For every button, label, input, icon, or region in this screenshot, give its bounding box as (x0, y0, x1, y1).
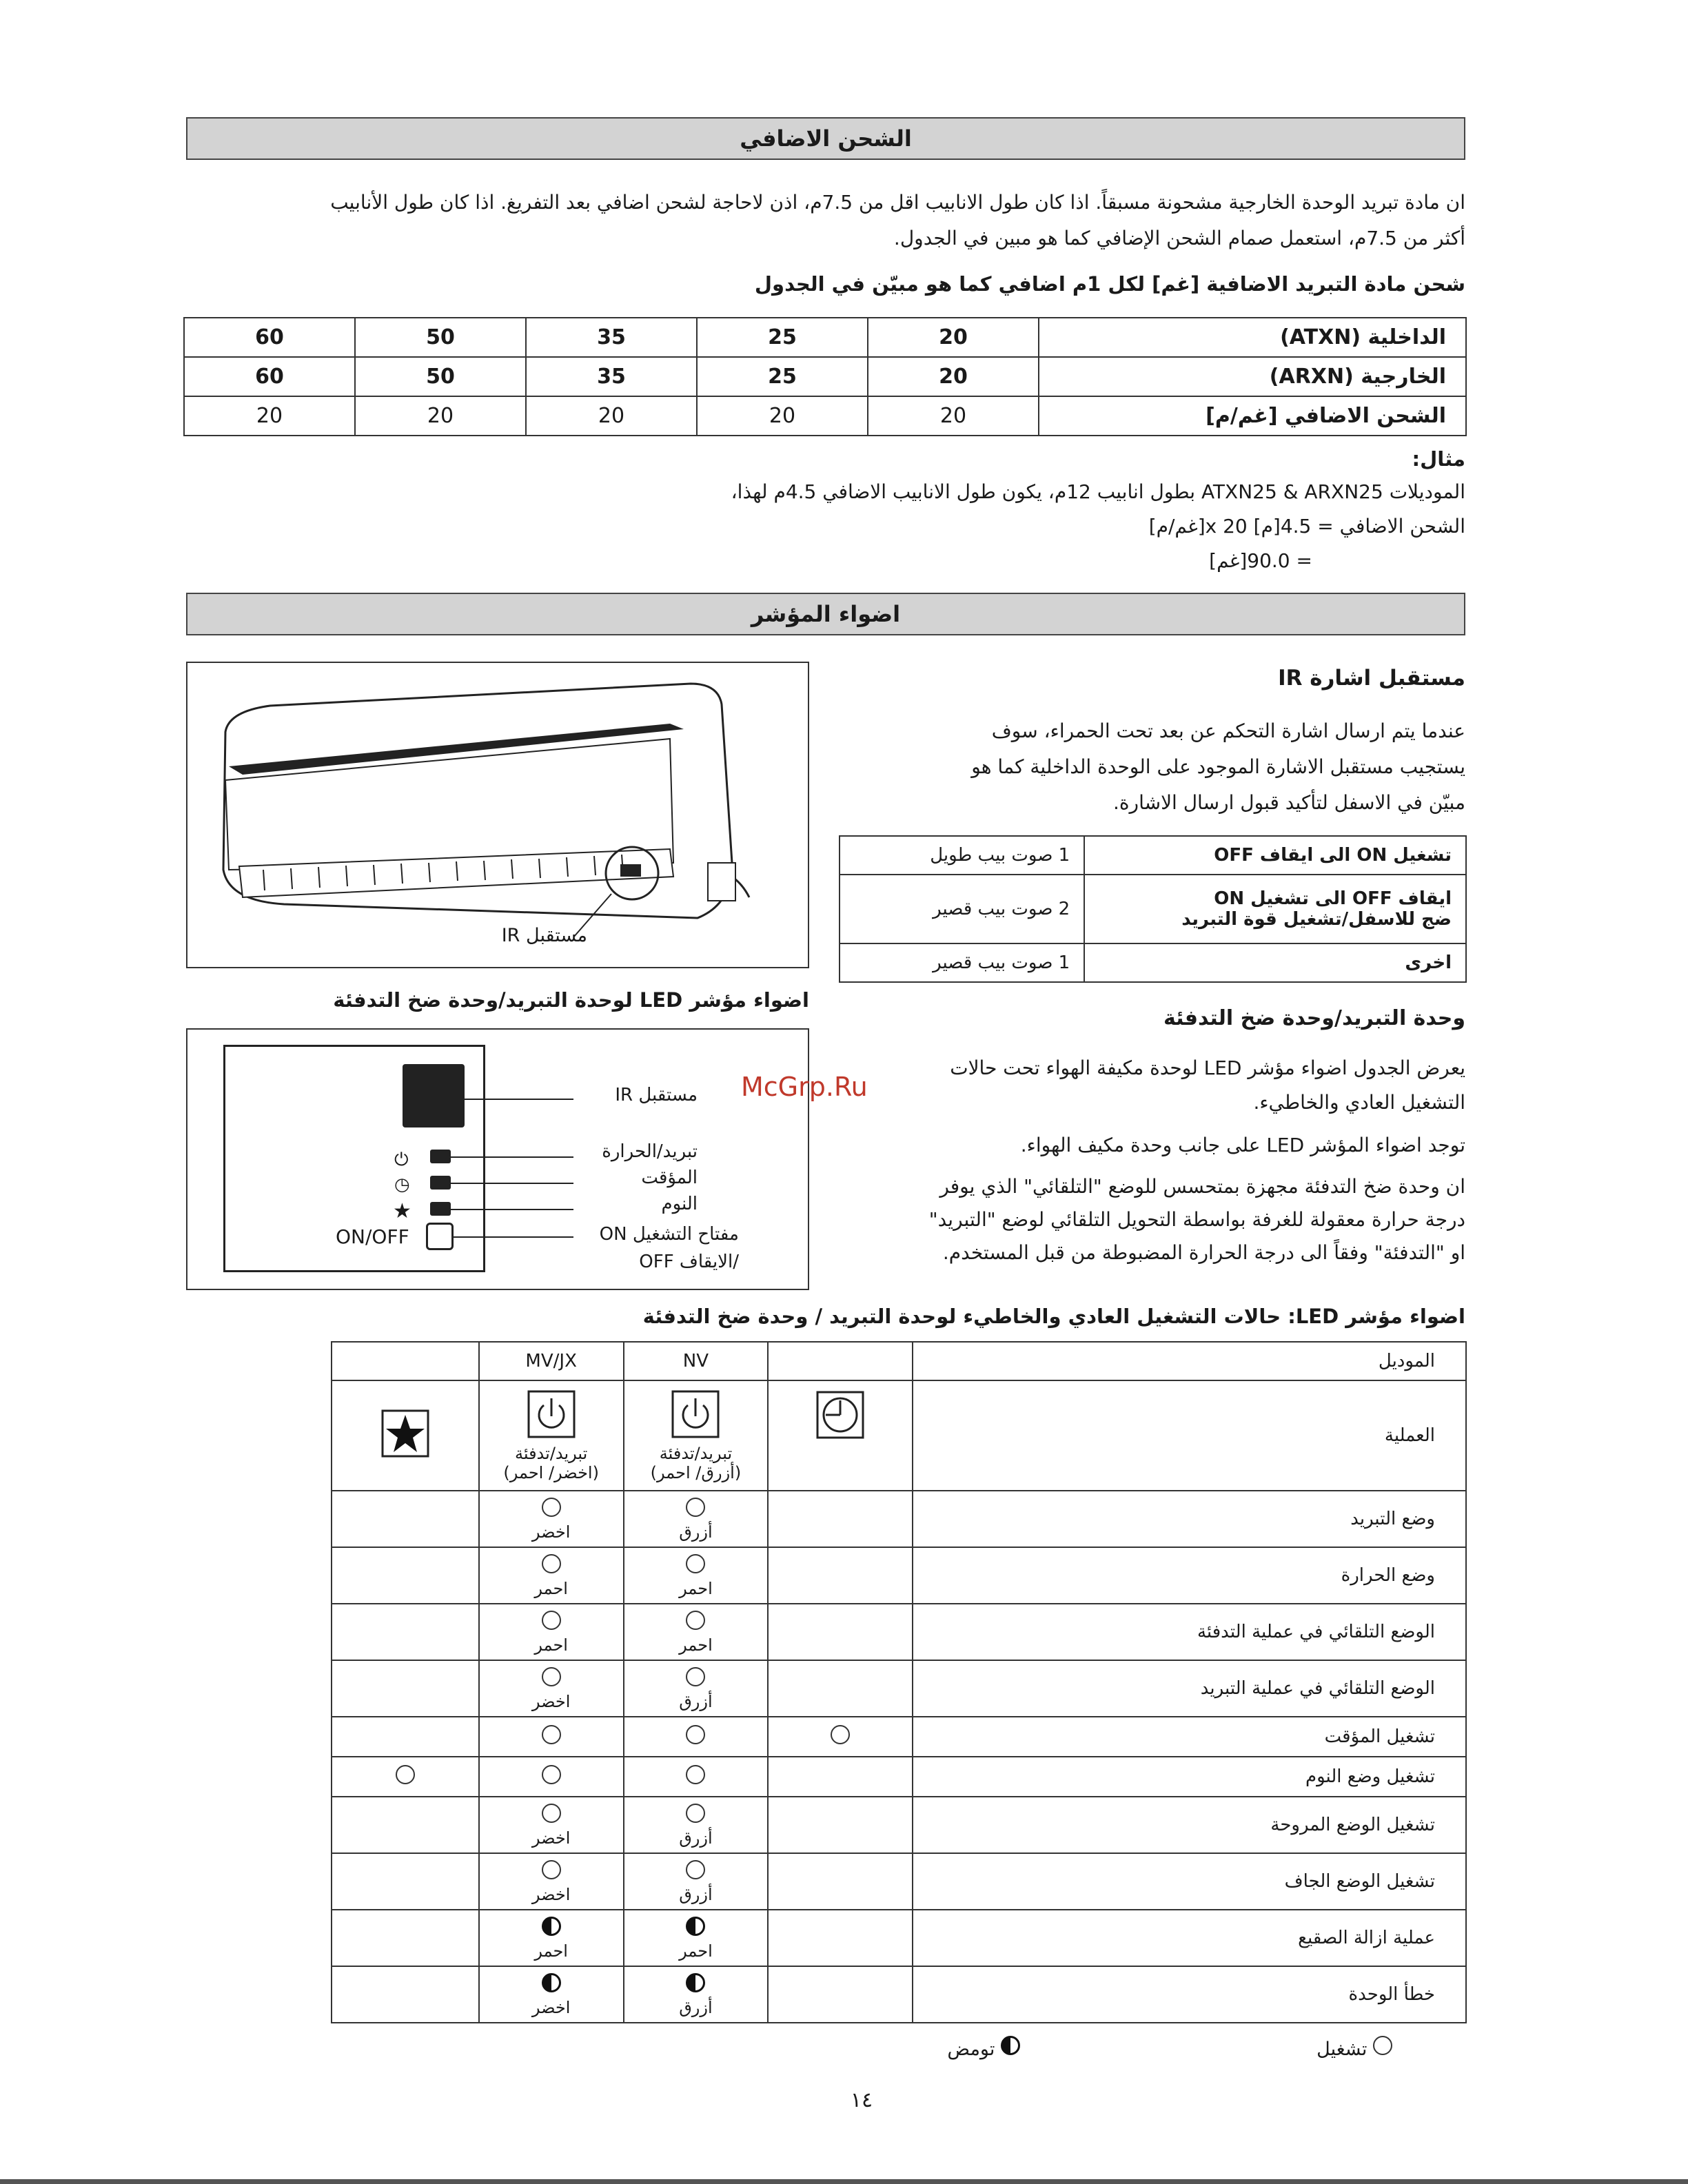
indicator-color-label: اخضر (531, 1997, 571, 2017)
indicator-color-label: احمر (534, 1635, 568, 1655)
led-panel-caption: اضواء مؤشر LED لوحدة التبريد/وحدة ضخ التدفئة (333, 988, 809, 1012)
empty-cell (768, 1757, 913, 1797)
charge-cell: 60 (184, 357, 355, 396)
charge-cell: 50 (355, 318, 526, 357)
example-line-1: الموديلات ATXN25 & ARXN25 بطول انابيب 12م، يكون طول الانابيب الاضافي 4.5م لهذا، (731, 480, 1465, 503)
on-indicator-icon (686, 1804, 705, 1823)
led-operation-label: الوضع التلقائي في عملية التدفئة (913, 1604, 1466, 1660)
on-indicator-icon (686, 1611, 705, 1630)
indicator-cell (479, 1910, 624, 1966)
beep-action-cell (1084, 875, 1466, 943)
beep-cell: 2 صوت بيب قصير (840, 875, 1084, 943)
indicator-lights-title: اضواء المؤشر (186, 593, 1465, 635)
on-indicator-icon (686, 1765, 705, 1784)
empty-cell (768, 1547, 913, 1604)
star-icon: ★ (393, 1199, 411, 1223)
heat-pump-line-4: ان وحدة ضخ التدفئة مجهزة بمتحسس للوضع "التلقائي" الذي يوفر (939, 1175, 1465, 1198)
indoor-unit-illustration (186, 662, 809, 968)
charge-cell: 35 (526, 318, 697, 357)
ir-line-2: يستجيب مستقبل الاشارة الموجود على الوحدة الداخلية كما هو (971, 755, 1465, 778)
empty-cell (332, 1660, 479, 1717)
on-indicator-icon (542, 1725, 561, 1744)
legend-blink-label: تومض (947, 2039, 995, 2060)
led-panel-illustration (186, 1028, 809, 1290)
empty-cell (768, 1910, 913, 1966)
mvjx-header-cell (479, 1380, 624, 1491)
heat-pump-line-5: درجة حرارة معقولة للغرفة بواسطة التحويل التلقائي لوضع "التبريد" (928, 1208, 1465, 1231)
beep-action: ايقاف OFF الى تشغيل ON (1214, 888, 1452, 909)
on-indicator-icon (396, 1765, 415, 1784)
legend-blink (827, 2036, 1020, 2060)
led-operation-label: تشغيل الوضع المروحة (913, 1797, 1466, 1853)
nv-caption-1: تبريد/تدفئة (659, 1443, 733, 1463)
on-indicator-icon (542, 1667, 561, 1686)
indicator-cell (768, 1717, 913, 1757)
beep-action: تشغيل ON الى ايقاف OFF (1214, 845, 1452, 866)
blink-indicator-icon (686, 1917, 705, 1936)
indicator-cell (479, 1717, 624, 1757)
mvjx-caption-1: تبريد/تدفئة (514, 1443, 588, 1463)
led-operation-label: الوضع التلقائي في عملية التبريد (913, 1660, 1466, 1717)
indicator-cell (332, 1757, 479, 1797)
empty-cell (768, 1660, 913, 1717)
empty-cell (332, 1797, 479, 1853)
led-operation-label: تشغيل الوضع الجاف (913, 1853, 1466, 1910)
on-indicator-icon (542, 1611, 561, 1630)
empty-cell (768, 1853, 913, 1910)
onoff-text: ON/OFF (336, 1225, 409, 1248)
on-indicator-icon (542, 1765, 561, 1784)
cool-heat-label: تبريد/الحرارة (602, 1141, 698, 1162)
indicator-cell (624, 1491, 769, 1547)
star-header-cell (332, 1380, 479, 1491)
led-ir-label: مستقبل IR (615, 1085, 698, 1105)
header-star-empty (332, 1342, 479, 1380)
intro-line-2: أكثر من 7.5م، استعمل صمام الشحن الإضافي كما هو مبين في الجدول. (893, 227, 1465, 249)
indicator-cell (624, 1966, 769, 2023)
empty-cell (768, 1604, 913, 1660)
beep-action-cell (1084, 943, 1466, 982)
indicator-cell (624, 1910, 769, 1966)
beep-action: اخرى (1405, 952, 1452, 973)
on-indicator-icon (686, 1498, 705, 1517)
on-indicator-icon (686, 1725, 705, 1744)
indicator-color-label: أزرق (679, 1828, 713, 1848)
empty-cell (332, 1966, 479, 2023)
empty-cell (332, 1547, 479, 1604)
charge-row-label: الداخلية (ATXN) (1039, 318, 1466, 357)
blink-indicator-icon (542, 1917, 561, 1936)
indicator-cell (624, 1604, 769, 1660)
empty-cell (768, 1491, 913, 1547)
nv-header-cell (624, 1380, 769, 1491)
header-model: الموديل (913, 1342, 1466, 1380)
indicator-cell (479, 1966, 624, 2023)
timer-box-icon (816, 1391, 864, 1439)
indicator-cell (479, 1491, 624, 1547)
charge-cell: 20 (868, 318, 1039, 357)
indicator-cell (479, 1604, 624, 1660)
on-indicator-icon (831, 1725, 850, 1744)
timer-header-cell (768, 1380, 913, 1491)
led-row (332, 1660, 1466, 1717)
power-icon: ⏻ (394, 1150, 409, 1170)
beep-cell: 1 صوت بيب قصير (840, 943, 1084, 982)
charge-cell: 20 (868, 396, 1039, 436)
additional-charge-title: الشحن الاضافي (186, 117, 1465, 160)
beep-row (840, 875, 1466, 943)
indicator-color-label: احمر (679, 1578, 713, 1598)
heat-pump-line-2: التشغيل العادي والخاطيء. (1253, 1091, 1465, 1114)
charge-row (184, 357, 1466, 396)
led-operation-label: وضع الحرارة (913, 1547, 1466, 1604)
charge-cell: 20 (184, 396, 355, 436)
on-indicator-icon (542, 1498, 561, 1517)
empty-cell (332, 1491, 479, 1547)
indicator-color-label: اخضر (531, 1884, 571, 1904)
header-operation: العملية (913, 1380, 1466, 1491)
led-operation-label: عملية ازالة الصقيع (913, 1910, 1466, 1966)
bottom-edge (0, 2179, 1688, 2184)
indicator-cell (479, 1853, 624, 1910)
on-indicator-icon (542, 1554, 561, 1573)
led-table-caption: اضواء مؤشر LED: حالات التشغيل العادي والخاطيء لوحدة التبريد / وحدة ضخ التدفئة (642, 1305, 1465, 1328)
charge-cell: 20 (868, 357, 1039, 396)
indicator-color-label: اخضر (531, 1691, 571, 1711)
heat-pump-title: وحدة التبريد/وحدة ضخ التدفئة (1163, 1006, 1465, 1030)
ir-receiver-title: مستقبل اشارة IR (1278, 666, 1465, 691)
charge-cell: 60 (184, 318, 355, 357)
heat-pump-line-1: يعرض الجدول اضواء مؤشر LED لوحدة مكيفة الهواء تحت حالات (950, 1057, 1465, 1079)
example-line-2: الشحن الاضافي = 4.5[م] x 20[غم/م] (1148, 515, 1465, 538)
star-box-icon (381, 1409, 429, 1458)
charge-row (184, 396, 1466, 436)
ir-window (403, 1064, 465, 1127)
ir-line-1: عندما يتم ارسال اشارة التحكم عن بعد تحت الحمراء، سوف (991, 720, 1465, 742)
led-row (332, 1910, 1466, 1966)
charge-table (183, 317, 1467, 436)
blink-indicator-icon (686, 1973, 705, 1992)
led-operation-label: خطأ الوحدة (913, 1966, 1466, 2023)
charge-row-label: الخارجية (ARXN) (1039, 357, 1466, 396)
beep-action-cell (1084, 836, 1466, 875)
mvjx-power-icon (527, 1390, 576, 1438)
on-indicator-icon (686, 1667, 705, 1686)
indicator-cell (624, 1717, 769, 1757)
timer-label: المؤقت (641, 1167, 698, 1188)
legend-blink-icon (1001, 2036, 1020, 2055)
indicator-color-label: احمر (679, 1941, 713, 1961)
indicator-cell (624, 1797, 769, 1853)
switch-label-2: /الايقاف OFF (639, 1252, 739, 1272)
indicator-cell (624, 1660, 769, 1717)
cool-heat-led (430, 1150, 451, 1163)
led-row (332, 1966, 1466, 2023)
indicator-color-label: أزرق (679, 1522, 713, 1542)
beep-row (840, 943, 1466, 982)
empty-cell (332, 1853, 479, 1910)
header-nv: NV (624, 1342, 769, 1380)
charge-cell: 20 (355, 396, 526, 436)
led-operation-label: تشغيل وضع النوم (913, 1757, 1466, 1797)
indicator-color-label: أزرق (679, 1997, 713, 2017)
nv-power-icon (671, 1390, 720, 1438)
beep-cell: 1 صوت بيب طويل (840, 836, 1084, 875)
indicator-color-label: أزرق (679, 1691, 713, 1711)
heat-pump-line-6: او "التدفئة" وفقاً الى درجة الحرارة المضبوطة من قبل المستخدم. (942, 1241, 1465, 1264)
empty-cell (768, 1966, 913, 2023)
empty-cell (332, 1717, 479, 1757)
beep-row (840, 836, 1466, 875)
sleep-label: النوم (661, 1194, 698, 1214)
charge-cell: 20 (697, 396, 868, 436)
led-row (332, 1547, 1466, 1604)
empty-cell (768, 1797, 913, 1853)
indicator-color-label: اخضر (531, 1828, 571, 1848)
blink-indicator-icon (542, 1973, 561, 1992)
on-indicator-icon (686, 1860, 705, 1879)
indoor-unit-drawing (187, 663, 808, 967)
timer-icon: ◷ (394, 1174, 410, 1195)
led-status-table (331, 1341, 1467, 2023)
switch-label: مفتاح التشغيل ON (599, 1224, 739, 1245)
indicator-cell (479, 1757, 624, 1797)
led-row (332, 1604, 1466, 1660)
on-indicator-icon (542, 1860, 561, 1879)
led-row (332, 1797, 1466, 1853)
led-row (332, 1717, 1466, 1757)
indicator-cell (624, 1547, 769, 1604)
example-line-3: = 90.0[غم] (1209, 549, 1312, 572)
nv-caption-2: (أزرق/ احمر) (650, 1462, 742, 1482)
header-timer-empty (768, 1342, 913, 1380)
empty-cell (332, 1604, 479, 1660)
charge-cell: 35 (526, 357, 697, 396)
charge-table-caption: شحن مادة التبريد الاضافية [غم] لكل 1م اضافي كما هو مبيّن في الجدول (754, 272, 1465, 296)
charge-cell: 20 (526, 396, 697, 436)
led-row (332, 1491, 1466, 1547)
legend-on (1172, 2036, 1392, 2060)
heat-pump-line-3: توجد اضواء المؤشر LED على جانب وحدة مكيف الهواء. (1020, 1134, 1465, 1156)
ir-line-3: مبيّن في الاسفل لتأكيد قبول ارسال الاشارة. (1112, 791, 1465, 814)
led-operation-label: تشغيل المؤقت (913, 1717, 1466, 1757)
beep-table (839, 835, 1467, 983)
led-row (332, 1853, 1466, 1910)
on-indicator-icon (542, 1804, 561, 1823)
beep-action-2: ضج للاسفل/تشغيل قوة التبريد (1181, 909, 1452, 930)
led-row (332, 1757, 1466, 1797)
charge-cell: 25 (697, 318, 868, 357)
indicator-cell (479, 1660, 624, 1717)
timer-led (430, 1176, 451, 1190)
charge-cell: 25 (697, 357, 868, 396)
indicator-color-label: احمر (534, 1578, 568, 1598)
legend-on-icon (1373, 2036, 1392, 2055)
indicator-cell (479, 1797, 624, 1853)
header-mvjx: MV/JX (479, 1342, 624, 1380)
intro-line-1: ان مادة تبريد الوحدة الخارجية مشحونة مسبقاً. اذا كان طول الانابيب اقل من 7.5م، اذن لاحاجة لشحن اضافي بعد التفريغ. اذا كان طول الأنابيب (330, 191, 1465, 214)
onoff-button (426, 1223, 454, 1250)
page-number: ١٤ (850, 2088, 873, 2112)
charge-cell: 50 (355, 357, 526, 396)
mvjx-caption-2: (اخضر/ احمر) (503, 1462, 599, 1482)
empty-cell (332, 1910, 479, 1966)
charge-row (184, 318, 1466, 357)
indicator-color-label: احمر (534, 1941, 568, 1961)
ir-receiver-image-label: مستقبل IR (501, 925, 587, 946)
sleep-led (430, 1202, 451, 1216)
on-indicator-icon (686, 1554, 705, 1573)
indicator-color-label: أزرق (679, 1884, 713, 1904)
indicator-color-label: اخضر (531, 1522, 571, 1542)
indicator-cell (479, 1547, 624, 1604)
legend-on-label: تشغيل (1316, 2039, 1367, 2060)
watermark: McGrp.Ru (741, 1072, 868, 1102)
example-title: مثال: (1412, 447, 1465, 471)
led-operation-label: وضع التبريد (913, 1491, 1466, 1547)
indicator-color-label: احمر (679, 1635, 713, 1655)
indicator-cell (624, 1853, 769, 1910)
indicator-cell (624, 1757, 769, 1797)
charge-row-label: الشحن الاضافي [غم/م] (1039, 396, 1466, 436)
